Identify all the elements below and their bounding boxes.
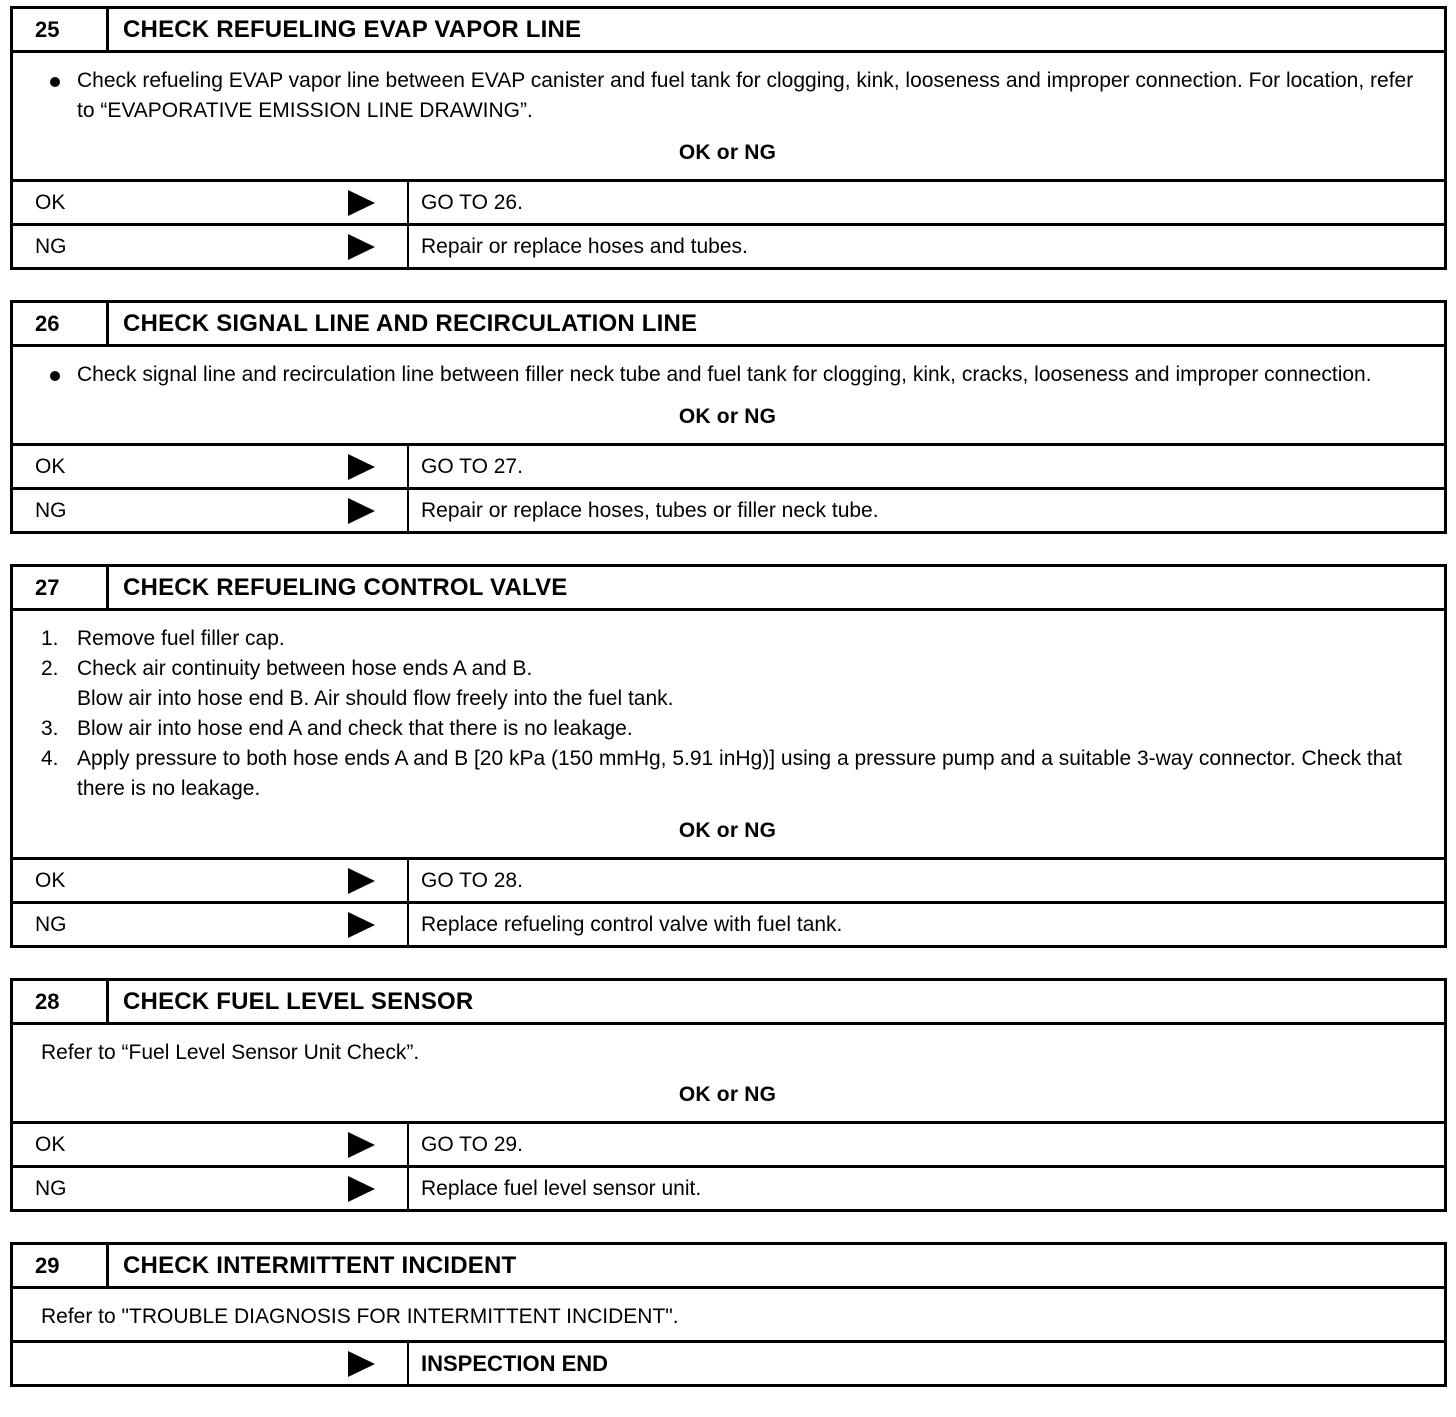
body-line: [41, 1038, 1414, 1068]
result-row-ng: [13, 1165, 1444, 1209]
block-header: [13, 303, 1444, 347]
block-header: [13, 9, 1444, 53]
block-header: [13, 1245, 1444, 1289]
result-label: OK: [35, 868, 66, 892]
step-title: CHECK FUEL LEVEL SENSOR: [123, 987, 474, 1015]
list-marker: 4.: [41, 747, 59, 770]
body-line: [41, 1302, 1414, 1332]
result-label: NG: [35, 912, 67, 936]
arrow-icon: [348, 1132, 375, 1158]
ok-ng-label: OK or NG: [678, 1083, 777, 1106]
result-left-cell: [13, 904, 409, 945]
step-number: 27: [13, 567, 109, 608]
result-row-ok: [13, 1121, 1444, 1165]
block-body: [13, 611, 1444, 857]
body-text: Blow air into hose end B. Air should flow freely into the fuel tank.: [77, 687, 674, 710]
ok-ng-label: OK or NG: [678, 405, 777, 428]
result-left-cell: [13, 1124, 409, 1165]
list-marker: [41, 360, 77, 390]
block-header: [13, 567, 1444, 611]
block-body: [13, 53, 1444, 179]
step-title: CHECK REFUELING EVAP VAPOR LINE: [123, 15, 582, 43]
arrow-icon: [348, 454, 375, 480]
step-title: CHECK INTERMITTENT INCIDENT: [123, 1251, 517, 1279]
result-left-cell: [13, 1343, 409, 1384]
step-number: 25: [13, 9, 109, 50]
step-title: CHECK REFUELING CONTROL VALVE: [123, 573, 568, 601]
arrow-icon: [348, 1176, 375, 1202]
body-line: [41, 66, 1414, 126]
body-line: [41, 654, 1414, 684]
result-action: Replace fuel level sensor unit.: [421, 1176, 702, 1200]
result-action: GO TO 26.: [421, 190, 523, 214]
result-action: GO TO 28.: [421, 868, 523, 892]
procedure-block-29: [10, 1242, 1447, 1387]
result-row-ok: [13, 179, 1444, 223]
arrow-icon: [348, 190, 375, 216]
arrow-icon: [348, 498, 375, 524]
body-text: Refer to "TROUBLE DIAGNOSIS FOR INTERMITTENT INCIDENT".: [41, 1305, 679, 1328]
result-left-cell: [13, 182, 409, 223]
body-text: Blow air into hose end A and check that there is no leakage.: [77, 717, 633, 740]
block-body: [13, 1289, 1444, 1340]
result-row-ng: [13, 223, 1444, 267]
body-line: [41, 360, 1414, 390]
result-action: GO TO 27.: [421, 454, 523, 478]
block-body: [13, 1025, 1444, 1121]
body-line: [41, 624, 1414, 654]
result-left-cell: [13, 860, 409, 901]
bullet-icon: [50, 371, 60, 381]
result-label: NG: [35, 234, 67, 258]
result-label: OK: [35, 190, 66, 214]
body-text: Check air continuity between hose ends A and B.: [77, 657, 533, 680]
list-marker: 3.: [41, 717, 59, 740]
result-left-cell: [13, 1168, 409, 1209]
arrow-icon: [348, 868, 375, 894]
result-row-ng: [13, 487, 1444, 531]
result-row-ok: [13, 857, 1444, 901]
result-label: OK: [35, 454, 66, 478]
ok-ng-label: OK or NG: [678, 819, 777, 842]
result-row-ok: [13, 443, 1444, 487]
result-action: GO TO 29.: [421, 1132, 523, 1156]
result-label: NG: [35, 1176, 67, 1200]
block-body: [13, 347, 1444, 443]
result-action: Repair or replace hoses and tubes.: [421, 234, 748, 258]
body-line: [41, 744, 1414, 804]
result-left-cell: [13, 490, 409, 531]
list-marker: 1.: [41, 627, 59, 650]
body-text: Check signal line and recirculation line between filler neck tube and fuel tank for clogging, kink, cracks, looseness and improper connection.: [77, 363, 1372, 386]
procedure-block-27: [10, 564, 1447, 948]
procedure-block-26: [10, 300, 1447, 534]
list-marker: 2.: [41, 657, 59, 680]
arrow-icon: [348, 1351, 375, 1377]
body-text: Refer to “Fuel Level Sensor Unit Check”.: [41, 1041, 420, 1064]
result-action: Replace refueling control valve with fuel tank.: [421, 912, 843, 936]
body-text: Check refueling EVAP vapor line between EVAP canister and fuel tank for clogging, kink, looseness and improper connection. For location, refer to “EVAPORATIVE EMISSION LINE DRAWING”.: [77, 69, 1414, 122]
result-left-cell: [13, 446, 409, 487]
ok-ng-label: OK or NG: [678, 141, 777, 164]
result-label: NG: [35, 498, 67, 522]
result-row-ng: [13, 901, 1444, 945]
result-left-cell: [13, 226, 409, 267]
bullet-icon: [50, 77, 60, 87]
step-number: 28: [13, 981, 109, 1022]
arrow-icon: [348, 912, 375, 938]
block-header: [13, 981, 1444, 1025]
list-marker: [41, 66, 77, 126]
procedure-block-25: [10, 6, 1447, 270]
step-title: CHECK SIGNAL LINE AND RECIRCULATION LINE: [123, 309, 698, 337]
result-row-end: [13, 1340, 1444, 1384]
result-label: OK: [35, 1132, 66, 1156]
step-number: 26: [13, 303, 109, 344]
body-line: [41, 684, 1414, 714]
body-text: Apply pressure to both hose ends A and B [20 kPa (150 mmHg, 5.91 inHg)] using a pressure pump and a suitable 3-way connector. Check that there is no leakage.: [77, 747, 1402, 800]
procedure-block-28: [10, 978, 1447, 1212]
body-line: [41, 714, 1414, 744]
result-action: INSPECTION END: [421, 1350, 609, 1376]
arrow-icon: [348, 234, 375, 260]
result-action: Repair or replace hoses, tubes or filler neck tube.: [421, 498, 879, 522]
step-number: 29: [13, 1245, 109, 1286]
body-text: Remove fuel filler cap.: [77, 627, 285, 650]
list-marker: [41, 684, 77, 714]
